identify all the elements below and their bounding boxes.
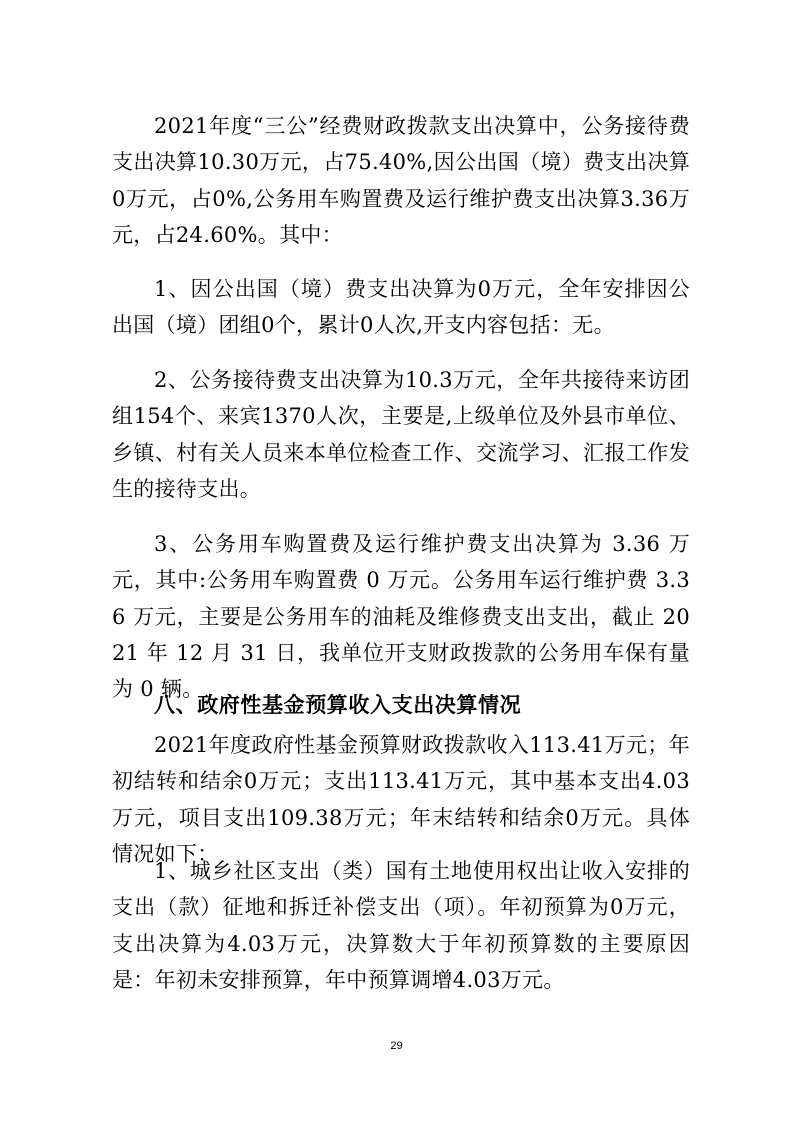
paragraph-three-public-expenses-summary: 2021年度“三公”经费财政拨款支出决算中，公务接待费支出决算10.30万元，占75.40%,因公出国（境）费支出决算0万元，占0%,公务用车购置费及运行维护费支出决算3.36万元，占24.60%。其中： [112,114,690,247]
paragraph-overseas-travel-expenses: 1、因公出国（境）费支出决算为0万元，全年安排因公出国（境）团组0个，累计0人次,开支内容包括：无。 [112,277,690,338]
paragraph-reception-expenses: 2、公务接待费支出决算为10.3万元，全年共接待来访团组154个、来宾1370人次，主要是,上级单位及外县市单位、乡镇、村有关人员来本单位检查工作、交流学习、汇报工作发生的接待支出。 [112,368,690,501]
paragraph-government-fund-summary: 2021年度政府性基金预算财政拨款收入113.41万元；年初结转和结余0万元；支出113.41万元，其中基本支出4.03万元，项目支出109.38万元；年末结转和结余0万元。具体情况如下： [112,733,690,866]
paragraph-vehicle-expenses: 3、公务用车购置费及运行维护费支出决算为 3.36 万元，其中:公务用车购置费 0 万元。公务用车运行维护费 3.36 万元，主要是公务用车的油耗及维修费支出支出，截止 2021 年 12 月 31 日，我单位开支财政拨款的公务用车保有量为 0 辆。 [112,532,690,702]
section-heading-government-fund-budget: 八、政府性基金预算收入支出决算情况 [154,693,522,717]
page-number: 29 [390,1040,403,1052]
paragraph-land-acquisition-expenses: 1、城乡社区支出（类）国有土地使用权出让收入安排的支出（款）征地和拆迁补偿支出（项）。年初预算为0万元，支出决算为4.03万元，决算数大于年初预算数的主要原因是：年初未安排预算，年中预算调增4.03万元。 [112,859,690,992]
